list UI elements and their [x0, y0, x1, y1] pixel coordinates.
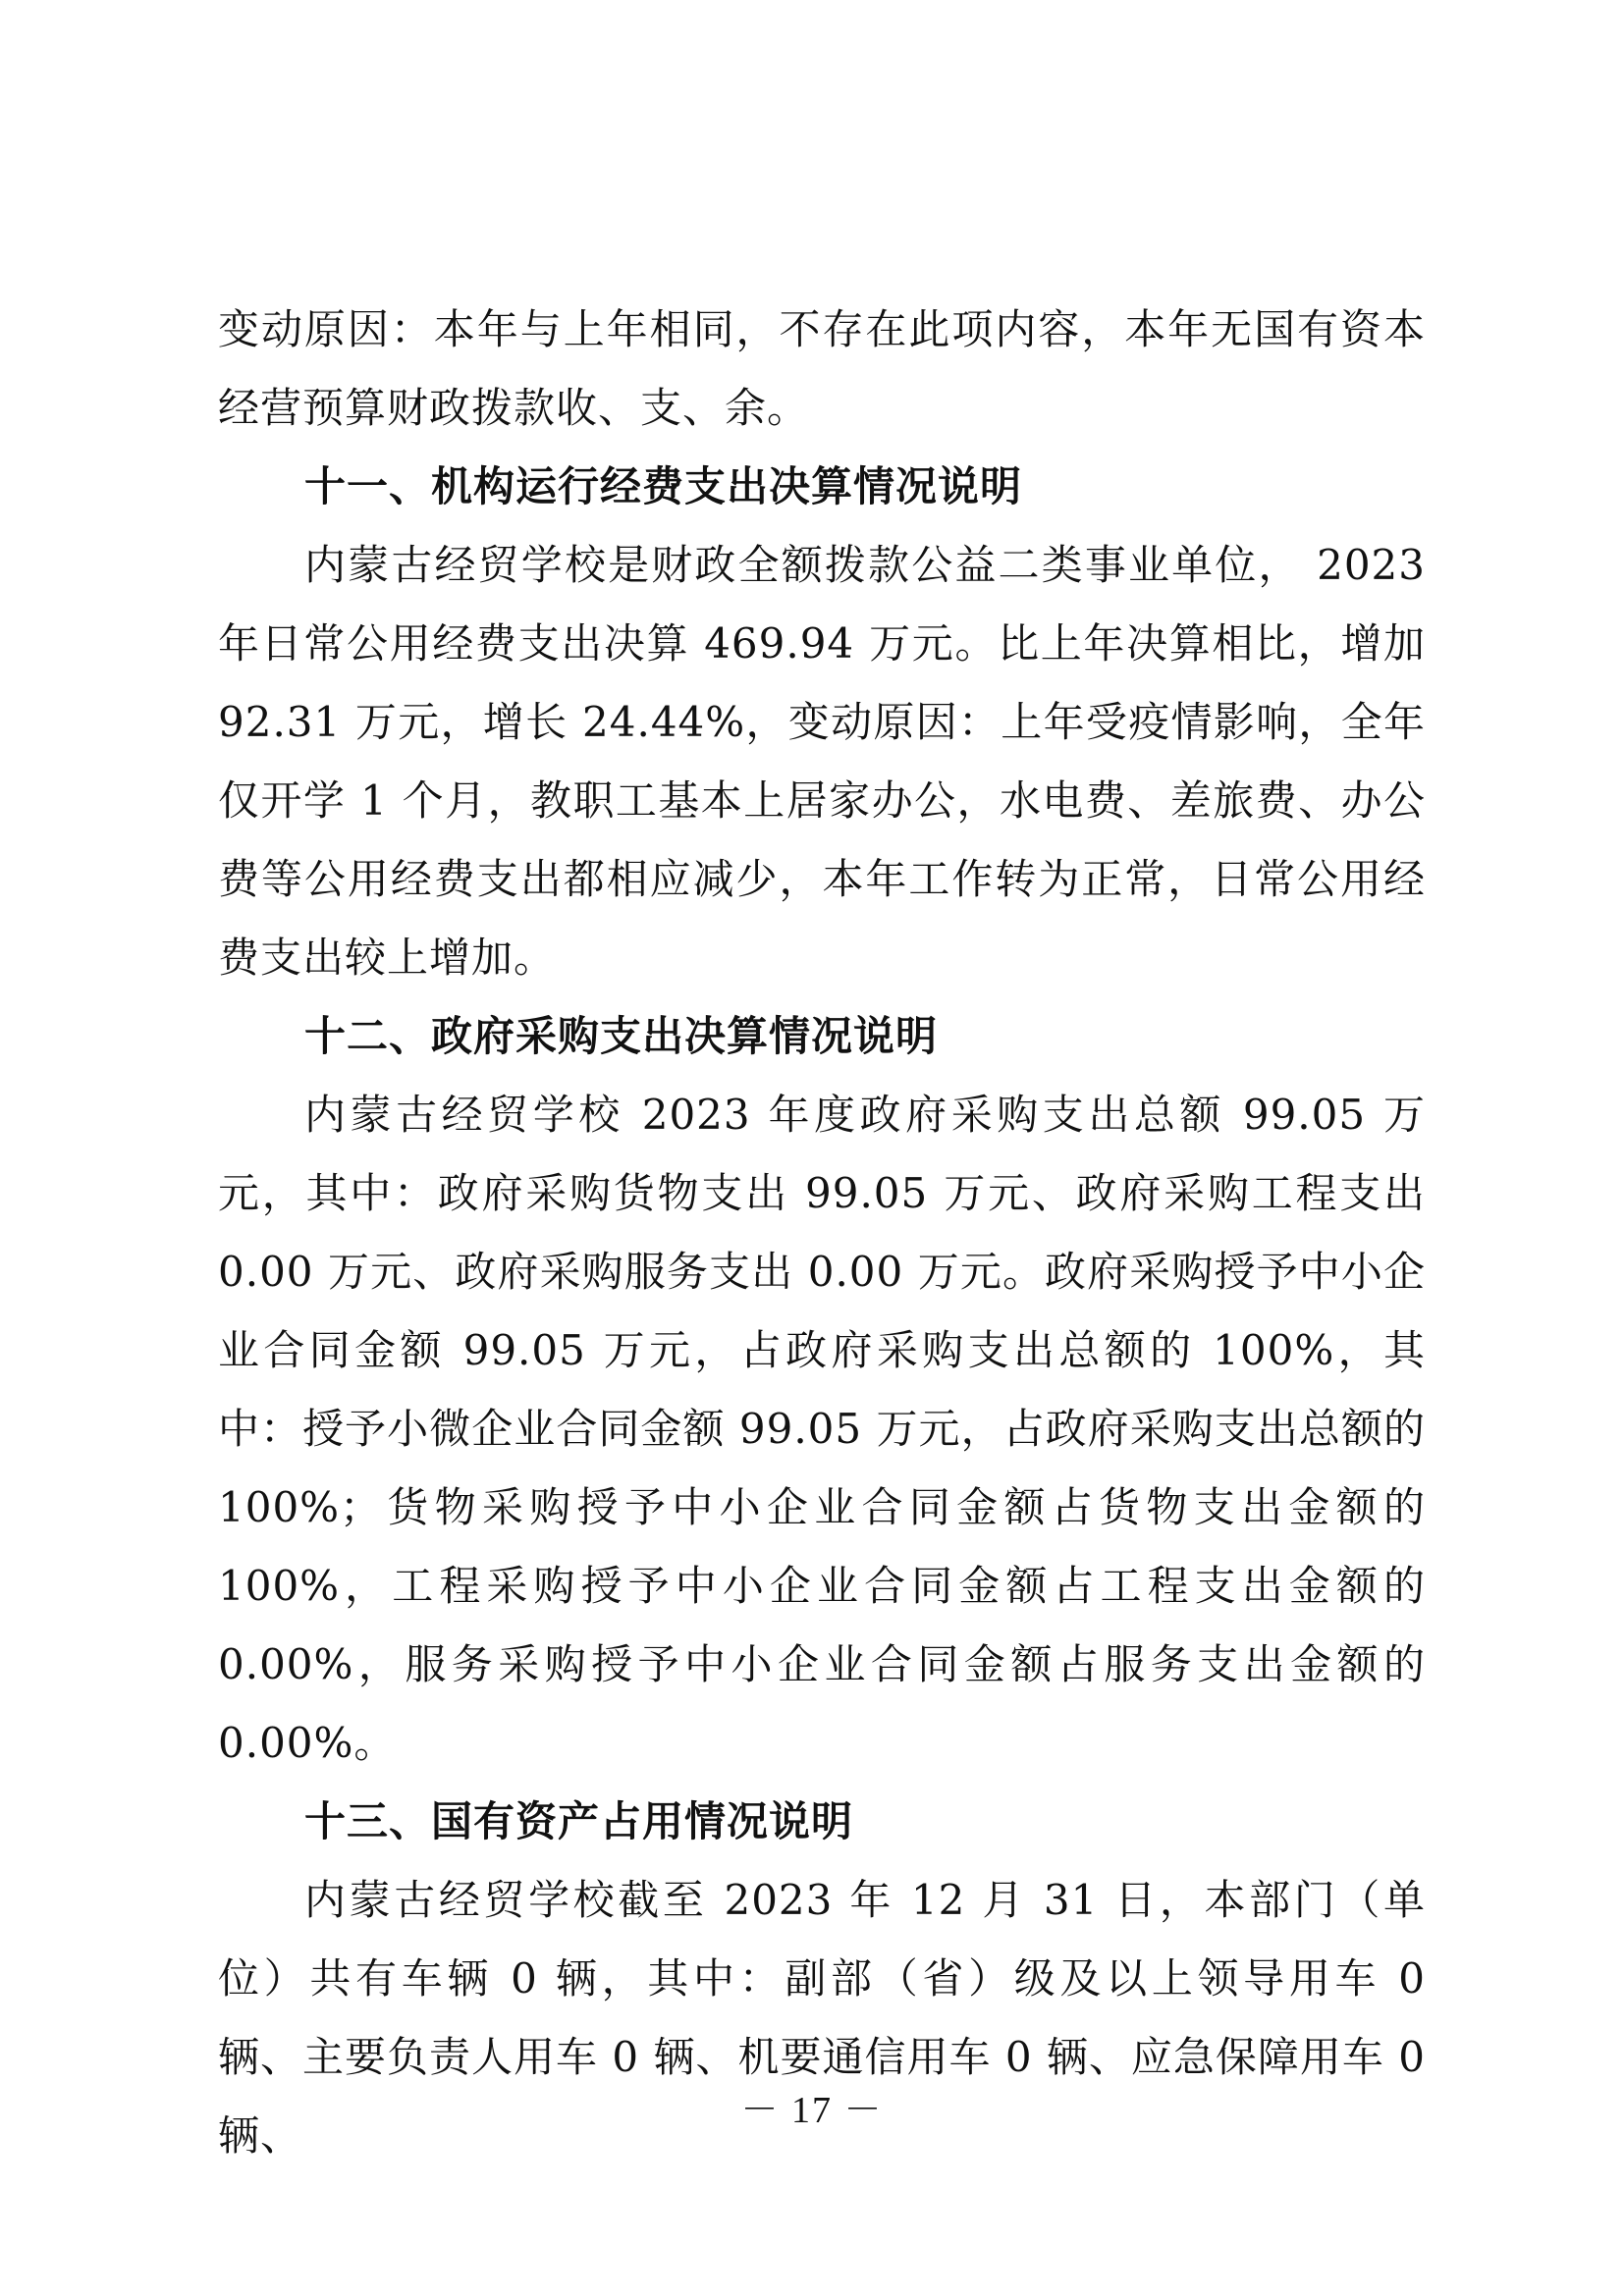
- section-heading-13: 十三、国有资产占用情况说明: [304, 1797, 854, 1845]
- section-heading-11: 十一、机构运行经费支出决算情况说明: [304, 462, 1023, 510]
- section-heading-12: 十二、政府采购支出决算情况说明: [304, 1012, 939, 1060]
- paragraph-change-reason: 变动原因：本年与上年相同，不存在此项内容，本年无国有资本经营预算财政拨款收、支、余。: [218, 305, 1426, 432]
- paragraph-state-assets: 内蒙古经贸学校截至 2023 年 12 月 31 日，本部门（单位）共有车辆 0 辆，其中：副部（省）级及以上领导用车 0 辆、主要负责人用车 0 辆、机要通信用车 0 辆、应急保障用车 0 辆、: [218, 1876, 1426, 2160]
- page-number: － 17 －: [740, 2090, 884, 2131]
- paragraph-government-procurement: 内蒙古经贸学校 2023 年度政府采购支出总额 99.05 万元，其中：政府采购货物支出 99.05 万元、政府采购工程支出 0.00 万元、政府采购服务支出 0.00 万元。政府采购授予中小企业合同金额 99.05 万元，占政府采购支出总额的 100%，其中：授予小微企业合同金额 99.05 万元，占政府采购支出总额的 100%；货物采购授予中小企业合同金额占货物支出金额的 100%，工程采购授予中小企业合同金额占工程支出金额的 0.00%，服务采购授予中小企业合同金额占服务支出金额的 0.00%。: [218, 1091, 1426, 1767]
- paragraph-operating-expenses: 内蒙古经贸学校是财政全额拨款公益二类事业单位， 2023年日常公用经费支出决算 469.94 万元。比上年决算相比，增加 92.31 万元，增长 24.44%，变动原因：上年受疫情影响，全年仅开学 1 个月，教职工基本上居家办公，水电费、差旅费、办公费等公用经费支出都相应减少，本年工作转为正常，日常公用经费支出较上增加。: [218, 541, 1426, 982]
- document-body: [218, 291, 1426, 2175]
